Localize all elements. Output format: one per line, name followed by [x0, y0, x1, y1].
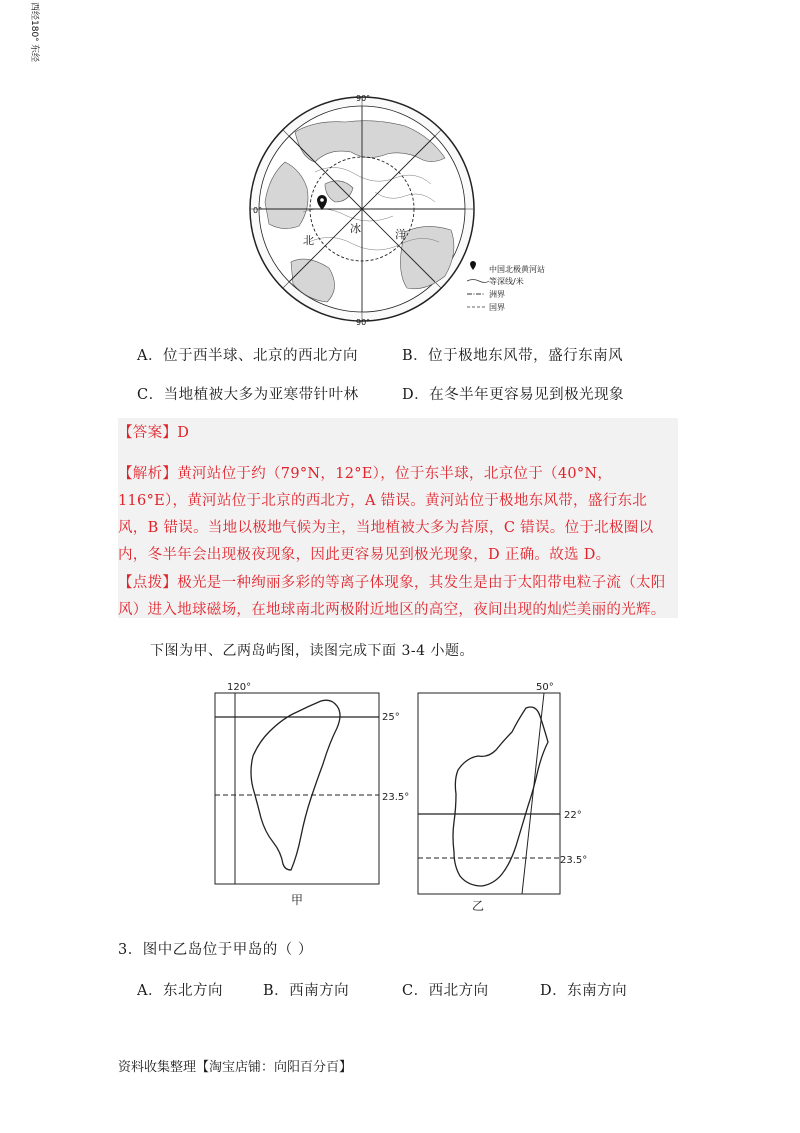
- legend-pin-icon: [470, 261, 476, 270]
- legend-contour: 等深线/米: [489, 277, 524, 286]
- q3-option-b: B．西南方向: [263, 983, 350, 999]
- region-label-bei: 北: [303, 234, 314, 247]
- island-jia-outline: [251, 700, 340, 870]
- island-yi-outline: [453, 707, 548, 886]
- polar-right-west: 西经: [29, 2, 39, 21]
- region-label-yang: 洋: [395, 228, 406, 241]
- q2-option-b: B．位于极地东风带，盛行东南风: [402, 348, 624, 364]
- footer-text: 资料收集整理【淘宝店铺：向阳百分百】: [118, 1060, 353, 1075]
- answer-tag: 【答案】: [118, 425, 178, 441]
- jia-caption: 甲: [291, 893, 304, 907]
- island-jia-figure: [205, 676, 410, 908]
- legend-station: 中国北极黄河站: [489, 265, 545, 274]
- legend-continent-boundary: 洲界: [489, 290, 505, 299]
- polar-map-figure: [29, 2, 585, 327]
- jia-lon-label: 120°: [227, 682, 252, 693]
- jia-lat-bottom-label: 23.5°: [382, 792, 410, 803]
- polar-bottom-label: 90°: [356, 318, 371, 327]
- polar-right-label: 180°: [29, 20, 39, 42]
- q3-option-c: C．西北方向: [402, 983, 489, 999]
- q2-option-d: D．在冬半年更容易见到极光现象: [402, 387, 625, 403]
- map-legend: [467, 261, 545, 312]
- yi-caption: 乙: [472, 899, 485, 913]
- region-label-bing: 冰: [350, 222, 361, 235]
- yi-lat-top-label: 22°: [564, 810, 582, 821]
- q2-option-a: A．位于西半球、北京的西北方向: [137, 348, 358, 364]
- island-yi-figure: [412, 676, 602, 914]
- answer-value: D: [177, 425, 190, 441]
- analysis-paragraph: [118, 461, 676, 569]
- polar-top-label: 90°: [356, 94, 371, 103]
- answer-section: [118, 418, 678, 618]
- analysis-text: 黄河站位于约（79°N，12°E），位于东半球，北京位于（40°N，116°E），黄河站位于北京的西北方，A 错误。黄河站位于极地东风带，盛行东北风，B 错误。当地以极地气候为主，当地植被大多为苔原，C 错误。位于北极圈以内，冬半年会出现极夜现象，因此更容易见到极光现象，D 正确。故选 D。: [118, 466, 654, 563]
- q3-option-d: D．东南方向: [540, 983, 628, 999]
- q3-stem: 3．图中乙岛位于甲岛的（ ）: [118, 942, 313, 958]
- analysis-tag: 【解析】: [118, 466, 178, 482]
- polar-right-east: 东经: [29, 44, 39, 63]
- q2-option-c: C．当地植被大多为亚寒带针叶林: [137, 387, 359, 403]
- polar-left-label: 0°: [253, 206, 263, 215]
- jia-lat-top-label: 25°: [382, 712, 400, 723]
- tip-paragraph: [118, 570, 676, 624]
- answer-line: [118, 420, 189, 447]
- yi-lon-label: 50°: [536, 682, 554, 693]
- legend-national-boundary: 国界: [489, 303, 505, 312]
- tip-text: 极光是一种绚丽多彩的等离子体现象，其发生是由于太阳带电粒子流（太阳风）进入地球磁场，在地球南北两极附近地区的高空，夜间出现的灿烂美丽的光辉。: [118, 575, 666, 618]
- legend-contour-icon: [467, 280, 489, 283]
- tip-tag: 【点拨】: [118, 575, 178, 591]
- yi-lat-bottom-label: 23.5°: [560, 855, 588, 866]
- intro-text: 下图为甲、乙两岛屿图，读图完成下面 3-4 小题。: [150, 643, 474, 659]
- q3-option-a: A．东北方向: [137, 983, 223, 999]
